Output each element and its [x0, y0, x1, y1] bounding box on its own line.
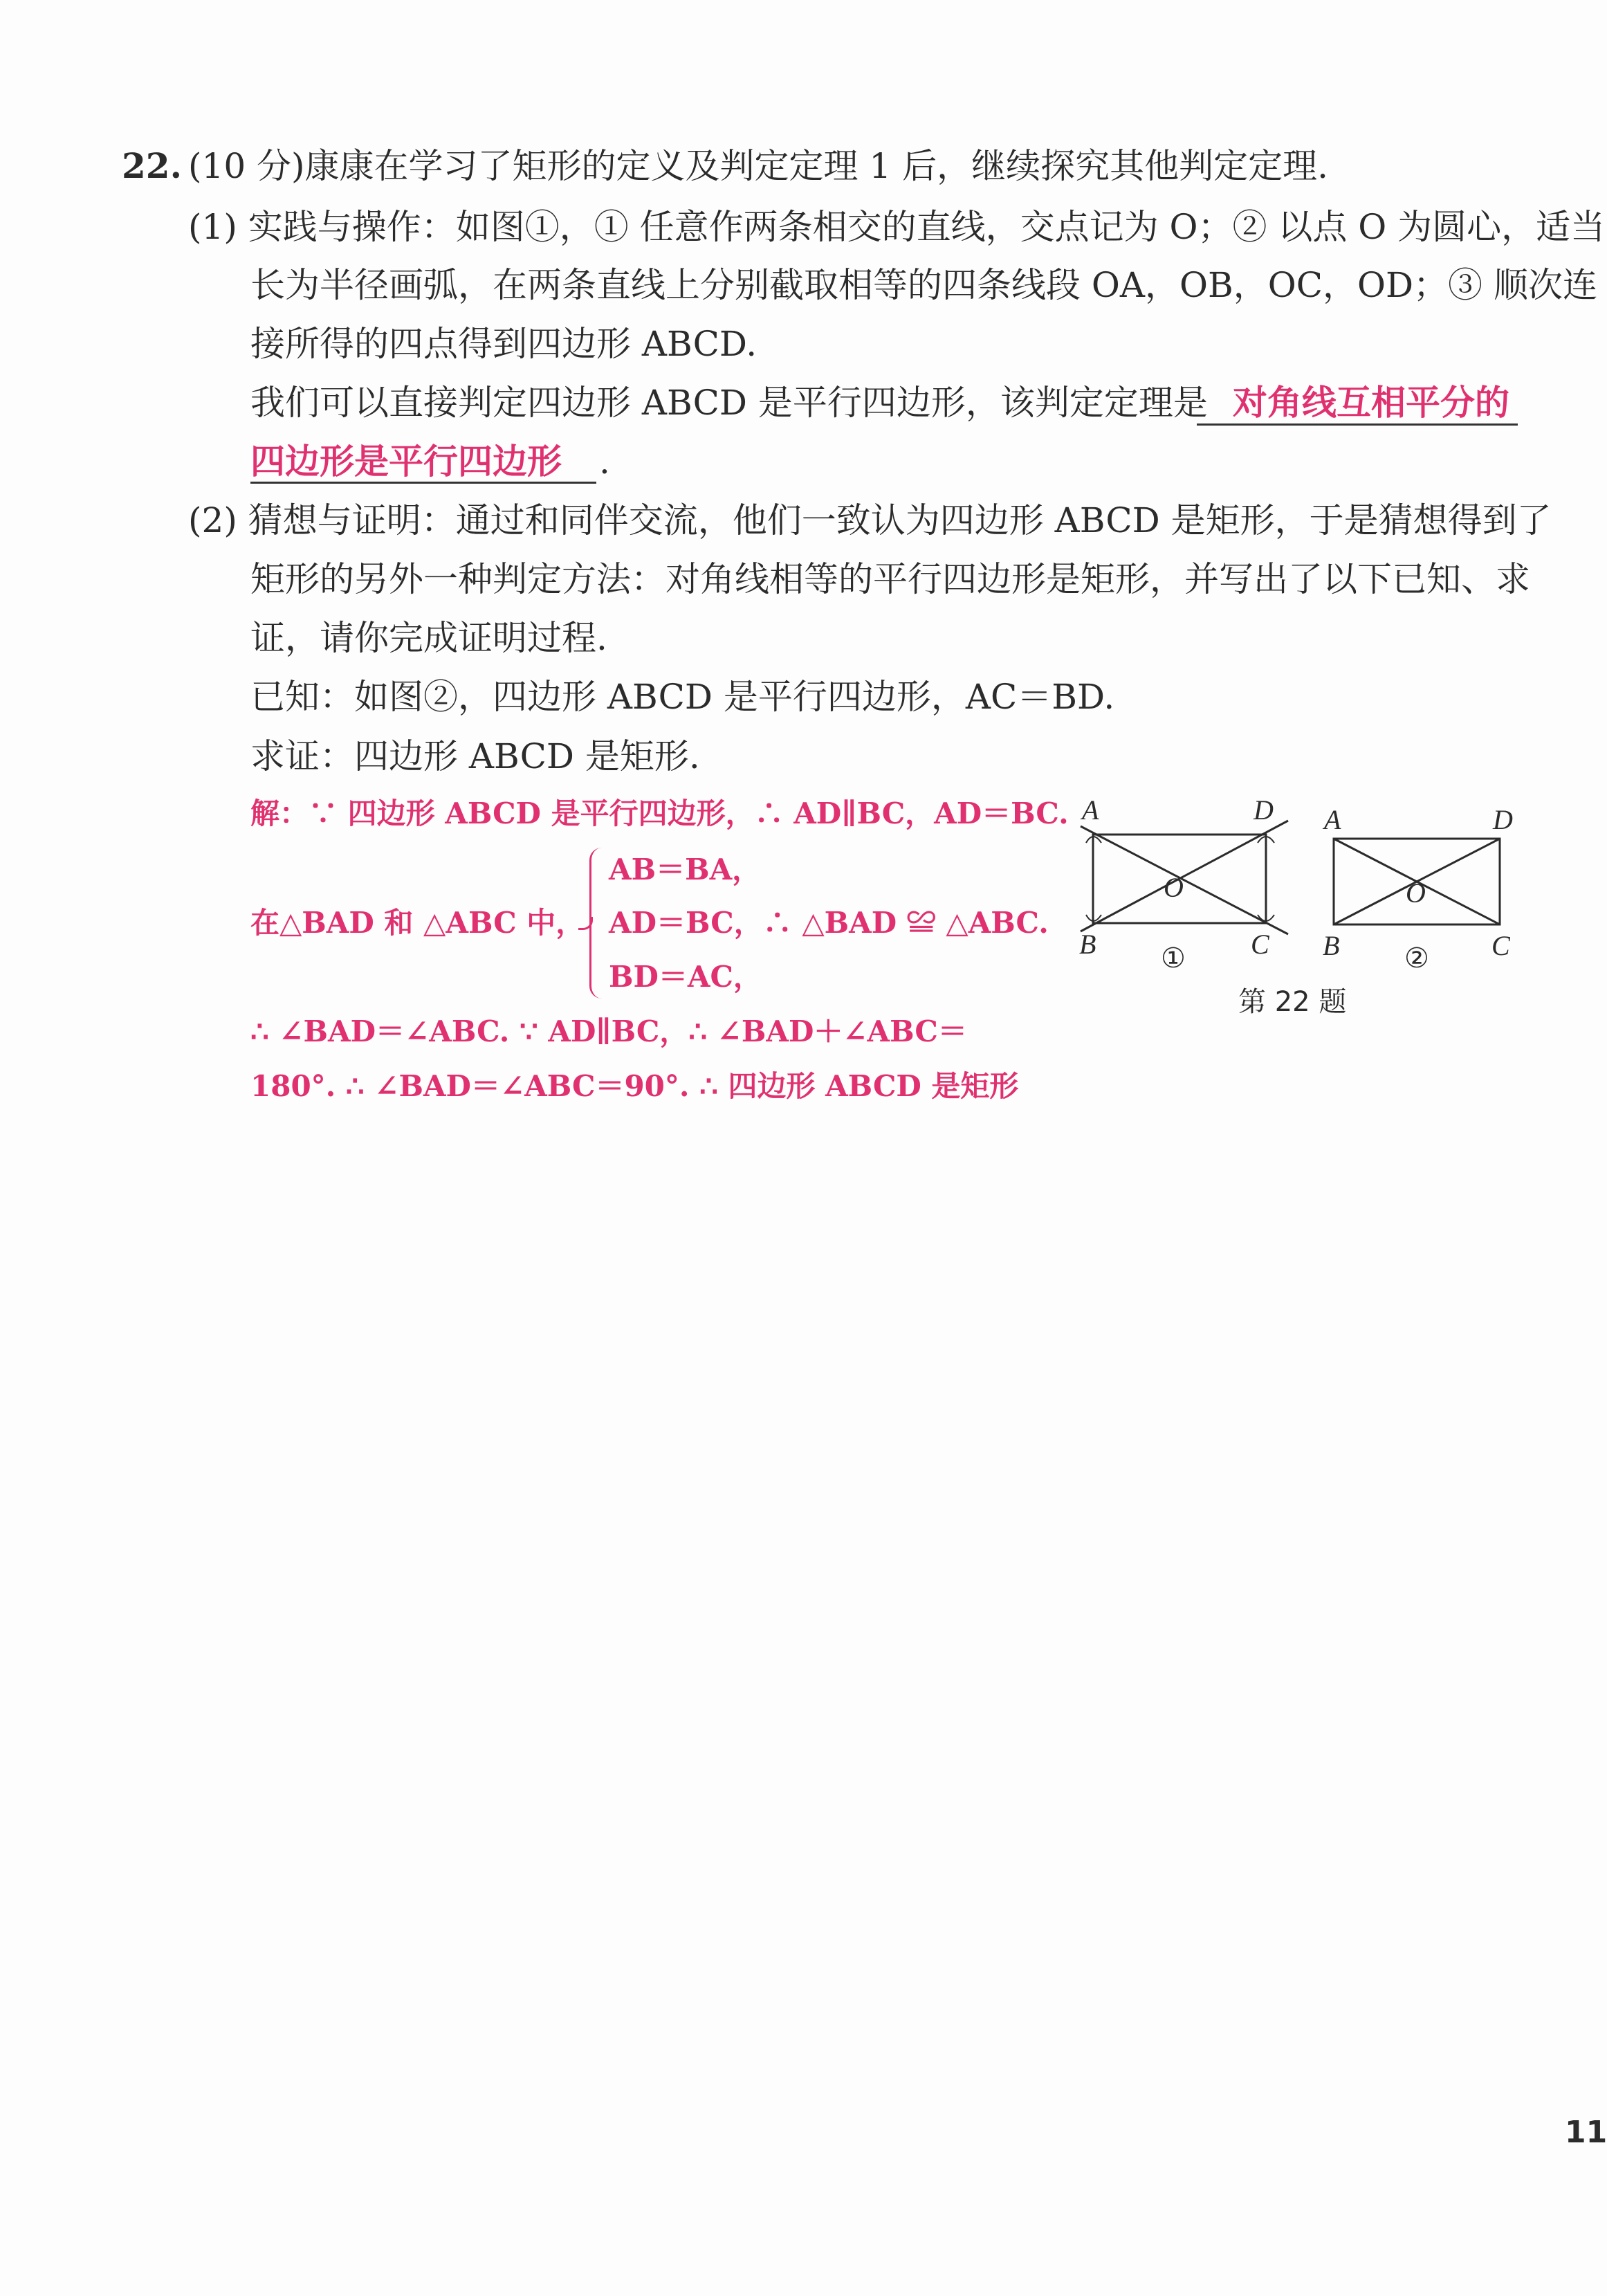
fig1-label-d: D: [1254, 794, 1274, 826]
part2-line1: (2) 猜想与证明：通过和同伴交流，他们一致认为四边形 ABCD 是矩形，于是猜想得到了: [188, 500, 1552, 540]
answer-blank-line-1: [1197, 423, 1518, 426]
fig2-label-o: O: [1406, 877, 1426, 909]
solution-line1: 解：∵ 四边形 ABCD 是平行四边形，∴ AD∥BC，AD＝BC.: [250, 796, 1069, 830]
figure-2: [1322, 804, 1513, 974]
answer-text-2: 四边形是平行四边形: [250, 441, 562, 482]
part2-line3: 证，请你完成证明过程.: [250, 618, 607, 658]
solution-line3: ∴ ∠BAD＝∠ABC. ∵ AD∥BC，∴ ∠BAD＋∠ABC＝: [250, 1014, 967, 1048]
question-number: 22.: [122, 145, 182, 186]
answer-period: .: [599, 441, 610, 482]
fig1-label-a: A: [1082, 794, 1099, 826]
page-number: 11: [1565, 2115, 1607, 2150]
fig2-label-c: C: [1491, 930, 1510, 961]
solution-brace-line1: AB＝BA，: [609, 853, 762, 886]
part1-line3: 接所得的四点得到四边形 ABCD.: [250, 324, 757, 364]
fig2-label-b: B: [1323, 930, 1340, 961]
fig1-line-bd: [1081, 821, 1288, 931]
figure-caption: 第 22 题: [1238, 986, 1347, 1018]
prove-statement: 求证：四边形 ABCD 是矩形.: [250, 736, 700, 776]
part1-line4: 我们可以直接判定四边形 ABCD 是平行四边形，该判定定理是: [250, 383, 1208, 423]
solution-in-text: 在△BAD 和 △ABC 中，: [250, 906, 585, 940]
fig1-line-ac: [1081, 826, 1288, 934]
figure-22: [1065, 789, 1529, 1017]
solution-brace-line3: BD＝AC，: [609, 960, 762, 994]
fig2-label-a: A: [1324, 804, 1341, 835]
fig2-label-d: D: [1493, 804, 1513, 835]
figure-1: [1079, 794, 1288, 974]
fig1-label-b: B: [1079, 929, 1096, 960]
part2-line2: 矩形的另外一种判定方法：对角线相等的平行四边形是矩形，并写出了以下已知、求: [250, 559, 1530, 599]
fig1-label-o: O: [1164, 872, 1184, 903]
solution-line4: 180°. ∴ ∠BAD＝∠ABC＝90°. ∴ 四边形 ABCD 是矩形: [250, 1069, 1019, 1103]
answer-text-1: 对角线互相平分的: [1233, 382, 1509, 423]
part1-line2: 长为半径画弧，在两条直线上分别截取相等的四条线段 OA，OB，OC，OD；③ 顺次连: [250, 265, 1597, 305]
fig1-label-c: C: [1251, 929, 1269, 960]
fig1-number: ①: [1161, 942, 1186, 974]
fig2-number: ②: [1404, 942, 1429, 974]
answer-blank-line-2: [250, 482, 596, 484]
given-statement: 已知：如图②，四边形 ABCD 是平行四边形，AC＝BD.: [250, 677, 1115, 717]
part1-line1: (1) 实践与操作：如图①，① 任意作两条相交的直线，交点记为 O；② 以点 O 为圆心，适当: [188, 207, 1606, 247]
solution-brace-line2: AD＝BC，∴ △BAD ≌ △ABC.: [609, 906, 1049, 940]
question-intro: (10 分)康康在学习了矩形的定义及判定定理 1 后，继续探究其他判定定理.: [188, 146, 1329, 186]
